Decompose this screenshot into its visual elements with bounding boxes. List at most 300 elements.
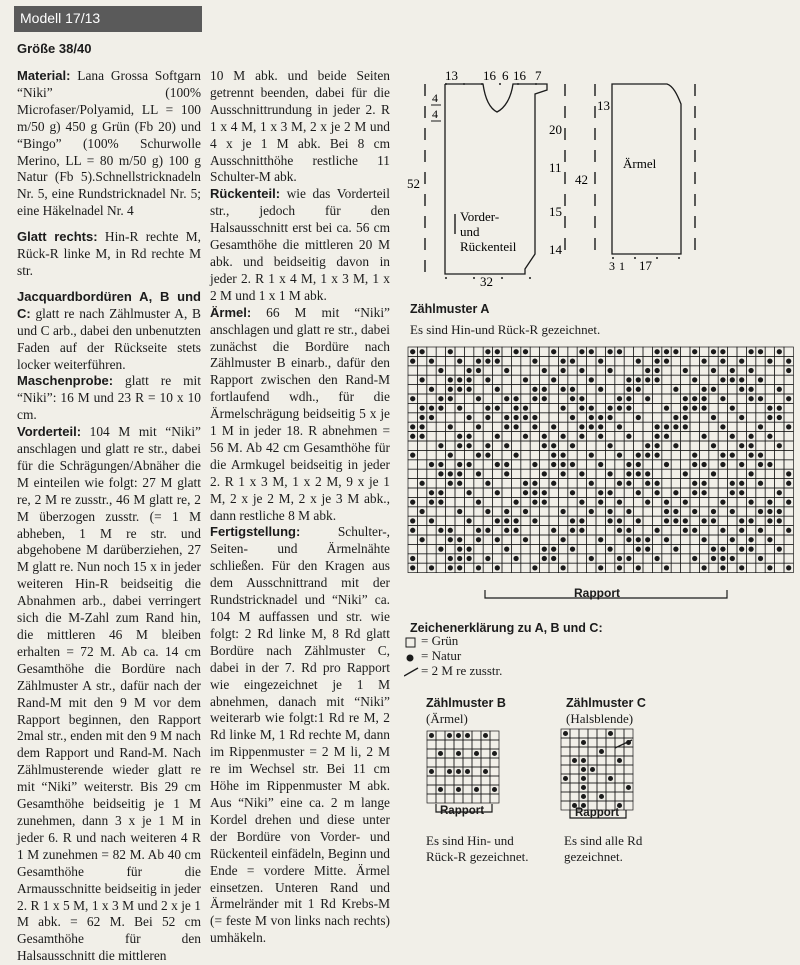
chart-dot [419, 481, 424, 486]
chart-cell [596, 441, 605, 450]
pattern-b-rapport: Rapport [440, 805, 485, 817]
chart-dot [598, 415, 603, 420]
chart-dot [673, 387, 678, 392]
chart-cell [588, 792, 597, 801]
chart-dot [570, 358, 575, 363]
chart-dot [767, 415, 772, 420]
chart-cell [521, 366, 530, 375]
body-label-3: Rückenteil [460, 239, 517, 254]
chart-cell [605, 450, 614, 459]
chart-cell [662, 450, 671, 459]
chart-dot [438, 368, 443, 373]
chart-dot [513, 405, 518, 410]
chart-cell [436, 563, 445, 572]
chart-cell [588, 729, 597, 738]
chart-dot [673, 518, 678, 523]
chart-dot [626, 387, 631, 392]
chart-cell [624, 774, 633, 783]
chart-cell [765, 441, 774, 450]
chart-cell [605, 385, 614, 394]
chart-dot [711, 556, 716, 561]
chart-cell [634, 422, 643, 431]
chart-dot [457, 565, 462, 570]
chart-dot [730, 537, 735, 542]
chart-dot [438, 462, 443, 467]
rueckenteil-paragraph [210, 186, 390, 304]
chart-cell [568, 366, 577, 375]
chart-dot [598, 462, 603, 467]
chart-dot [777, 509, 782, 514]
chart-cell [502, 488, 511, 497]
chart-dot [551, 452, 556, 457]
chart-cell [502, 403, 511, 412]
chart-dot [429, 565, 434, 570]
chart-dot [683, 424, 688, 429]
chart-dot [448, 565, 453, 570]
chart-cell [464, 563, 473, 572]
chart-cell [455, 526, 464, 535]
chart-cell [502, 356, 511, 365]
chart-dot [563, 731, 568, 736]
chart-cell [596, 450, 605, 459]
chart-cell [502, 535, 511, 544]
chart-cell [662, 479, 671, 488]
chart-cell [549, 516, 558, 525]
chart-cell [634, 526, 643, 535]
chart-dot [485, 528, 490, 533]
chart-dot [448, 349, 453, 354]
chart-dot [645, 443, 650, 448]
chart-cell [436, 535, 445, 544]
chart-cell [643, 413, 652, 422]
chart-dot [579, 424, 584, 429]
chart-dot [438, 751, 443, 756]
chart-dot [476, 565, 481, 570]
chart-cell [436, 507, 445, 516]
chart-cell [521, 385, 530, 394]
chart-cell [577, 356, 586, 365]
chart-cell [502, 347, 511, 356]
chart-cell [521, 356, 530, 365]
chart-cell [570, 783, 579, 792]
chart-cell [671, 375, 680, 384]
chart-cell [671, 563, 680, 572]
chart-cell [634, 554, 643, 563]
chart-dot [485, 405, 490, 410]
chart-cell [624, 801, 633, 810]
chart-dot [673, 415, 678, 420]
chart-cell [587, 544, 596, 553]
pattern-b-subtitle: (Ärmel) [426, 711, 468, 726]
chart-dot [692, 396, 697, 401]
chart-dot [579, 396, 584, 401]
chart-dot [739, 462, 744, 467]
chart-dot [448, 396, 453, 401]
chart-cell [737, 497, 746, 506]
chart-cell [464, 422, 473, 431]
chart-dot [495, 518, 500, 523]
chart-dot [683, 405, 688, 410]
chart-cell [549, 432, 558, 441]
chart-dot [504, 368, 509, 373]
chart-cell [681, 441, 690, 450]
pattern-b-note: Es sind Hin- und Rück-R gezeichnet. [426, 833, 529, 864]
chart-cell [662, 375, 671, 384]
chart-dot [636, 537, 641, 542]
chart-cell [709, 422, 718, 431]
chart-cell [427, 375, 436, 384]
chart-cell [652, 507, 661, 516]
chart-cell [445, 794, 454, 803]
chart-cell [652, 394, 661, 403]
chart-dot [617, 518, 622, 523]
chart-cell [549, 366, 558, 375]
chart-dot [692, 349, 697, 354]
chart-cell [521, 526, 530, 535]
chart-cell [756, 441, 765, 450]
chart-dot [504, 462, 509, 467]
chart-cell [606, 783, 615, 792]
chart-dot [532, 396, 537, 401]
chart-cell [615, 413, 624, 422]
chart-dot [673, 490, 678, 495]
chart-dot [513, 452, 518, 457]
chart-cell [605, 432, 614, 441]
chart-dot [636, 490, 641, 495]
chart-cell [463, 740, 472, 749]
chart-cell [671, 479, 680, 488]
chart-cell [775, 469, 784, 478]
chart-cell [624, 422, 633, 431]
chart-dot [579, 528, 584, 533]
chart-dot [560, 462, 565, 467]
chart-cell [417, 385, 426, 394]
chart-cell [728, 544, 737, 553]
chart-cell [775, 450, 784, 459]
chart-cell [558, 413, 567, 422]
chart-dot [438, 787, 443, 792]
chart-dot [504, 396, 509, 401]
chart-dot [410, 424, 415, 429]
chart-dot [654, 490, 659, 495]
glatt-paragraph [17, 229, 201, 280]
chart-cell [671, 469, 680, 478]
chart-cell [570, 774, 579, 783]
chart-cell [671, 535, 680, 544]
chart-cell [775, 497, 784, 506]
chart-cell [624, 413, 633, 422]
chart-cell [521, 460, 530, 469]
chart-cell [577, 479, 586, 488]
chart-cell [765, 544, 774, 553]
chart-cell [596, 366, 605, 375]
chart-dot [599, 749, 604, 754]
chart-dot [598, 387, 603, 392]
chart-dot [410, 452, 415, 457]
chart-dot [664, 499, 669, 504]
chart-dot [579, 499, 584, 504]
chart-cell [427, 758, 436, 767]
vorderteil-text: 104 M mit “Niki” anschlagen und glatt re str., dabei für die Schrägungen/Abnäher die M einteilen wie folgt: 27 M glatt re, 2 M re zusstr., 46 M glatt re, 2 M überzogen zusstr. (= 1 M abheben, 1 M re str. und abgehobene M darüberziehen, 27 M glatt re. Nun noch 15 x in jeder weiteren Hin-R beidseitig die Abnahmen arb., dabei verringert sich die M-Zahl zum Rand hin, die mittleren 46 M bleiben erhalten = 72 M. Ab ca. 14 cm Gesamthöhe die Bordüre nach Zählmuster A str., dafür nach der Rand-M mit den 9 M vor dem Rapport beginnen, den Rapport 2mal str., enden mit den 9 M nach dem Rapport und Rand-M. Nach Zählmusterende wieder glatt re mit “Niki” weiterstr. Bis 29 cm Gesamthöhe beidseitig je 1 M zunehmen, dann 3 x je 1 M in jeder 6. R und nach weiteren 4 R 1 M zunehmen = 82 M. Ab 40 cm Gesamthöhe für die Armausschnitte beidseitig in jeder 2. R 1 x 5 M, 1 x 3 M und 2 x je 1 M abk. = 62 M. Bei 52 cm Gesamthöhe für den Halsausschnitt die mittleren [17, 424, 201, 964]
chart-dot [758, 528, 763, 533]
chart-cell [464, 507, 473, 516]
chart-cell [728, 516, 737, 525]
chart-dot [645, 537, 650, 542]
dim-4b: 4 [432, 107, 438, 121]
chart-dot [673, 509, 678, 514]
chart-cell [568, 469, 577, 478]
chart-cell [775, 375, 784, 384]
chart-dot [410, 565, 415, 570]
chart-cell [417, 544, 426, 553]
chart-cell [643, 526, 652, 535]
chart-dot [720, 396, 725, 401]
chart-cell [493, 526, 502, 535]
material-paragraph [17, 68, 201, 220]
chart-cell [490, 767, 499, 776]
chart-cell [427, 749, 436, 758]
chart-cell [643, 563, 652, 572]
chart-dot [551, 481, 556, 486]
chart-cell [577, 507, 586, 516]
chart-dot [429, 462, 434, 467]
chart-dot [777, 349, 782, 354]
chart-cell [549, 469, 558, 478]
chart-dot [476, 424, 481, 429]
chart-dot [579, 434, 584, 439]
chart-cell [558, 526, 567, 535]
chart-cell [446, 432, 455, 441]
chart-dot [645, 368, 650, 373]
chart-dot [485, 452, 490, 457]
chart-cell [596, 516, 605, 525]
chart-dot [730, 405, 735, 410]
chart-cell [463, 794, 472, 803]
chart-cell [587, 432, 596, 441]
chart-dot [598, 424, 603, 429]
chart-dot [683, 471, 688, 476]
chart-cell [408, 479, 417, 488]
chart-cell [493, 413, 502, 422]
chart-dot [542, 396, 547, 401]
chart-cell [652, 544, 661, 553]
chart-dot [551, 443, 556, 448]
chart-cell [483, 535, 492, 544]
chart-cell [699, 544, 708, 553]
chart-cell [540, 375, 549, 384]
chart-cell [588, 738, 597, 747]
chart-dot [777, 405, 782, 410]
chart-dot [786, 424, 791, 429]
chart-cell [464, 450, 473, 459]
chart-dot [701, 518, 706, 523]
chart-cell [662, 488, 671, 497]
fertigstellung-text: Schulter-, Seiten- und Ärmelnähte schließen. Für den Kragen aus dem Ausschnittrand mit der Rundstricknadel und “Niki” ca. 104 M auffassen und str. wie folgt: 2 Rd linke M, 8 Rd glatt Bordüre nach Zählmuster C, dabei in der 7. Rd pro Rapport wie eingezeichnet je 1 M abnehmen, danach mit “Niki” weiterarb wie folgt:1 Rd re M, 2 Rd linke M, 1 Rd rechte M, dann im Rippenmuster = 2 M li, 2 M re im Wechsel str. Bei 11 cm Höhe im Rippenmuster M abk. Aus “Niki” eine ca. 2 m lange Kordel drehen und diese unter der Bordüre von Vorder- und Rückenteil einfädeln, Beginn und Ende = vordere Mitte. Ärmel einsetzen. Unteren Rand und Ärmelränder mit 1 Rd Krebs-M (= feste M von links nach rechts) umhäkeln. [210, 524, 390, 946]
chart-cell [427, 366, 436, 375]
chart-cell [690, 356, 699, 365]
chart-dot [711, 368, 716, 373]
chart-dot [581, 767, 586, 772]
chart-cell [502, 479, 511, 488]
pattern-c-rapport: Rapport [575, 807, 620, 819]
vorderteil-paragraph [17, 424, 201, 965]
chart-dot [589, 556, 594, 561]
chart-cell [652, 460, 661, 469]
chart-cell [737, 535, 746, 544]
dim-32: 32 [480, 274, 493, 289]
chart-dot [551, 462, 556, 467]
chart-cell [446, 366, 455, 375]
chart-dot [636, 518, 641, 523]
chart-cell [746, 479, 755, 488]
chart-dot [466, 434, 471, 439]
chart-dot [626, 785, 631, 790]
chart-cell [624, 765, 633, 774]
chart-dot [532, 387, 537, 392]
chart-dot [570, 387, 575, 392]
chart-dot [466, 443, 471, 448]
chart-cell [490, 776, 499, 785]
chart-cell [417, 469, 426, 478]
chart-cell [493, 441, 502, 450]
chart-cell [634, 441, 643, 450]
chart-dot [626, 537, 631, 542]
chart-dot [589, 452, 594, 457]
chart-dot [645, 546, 650, 551]
chart-cell [577, 441, 586, 450]
chart-cell [634, 366, 643, 375]
chart-dot [523, 490, 528, 495]
chart-dot [466, 415, 471, 420]
chart-cell [455, 422, 464, 431]
chart-dot [607, 518, 612, 523]
chart-dot [532, 518, 537, 523]
fertigstellung-paragraph [210, 524, 390, 947]
chart-dot [786, 471, 791, 476]
chart-dot [701, 396, 706, 401]
legend-item-natur: = Natur [421, 648, 462, 663]
chart-cell [709, 432, 718, 441]
chart-cell [737, 394, 746, 403]
chart-dot [654, 424, 659, 429]
chart-dot [513, 518, 518, 523]
chart-cell [681, 432, 690, 441]
chart-cell [624, 450, 633, 459]
chart-cell [472, 740, 481, 749]
chart-cell [427, 394, 436, 403]
chart-dot [589, 424, 594, 429]
chart-cell [530, 507, 539, 516]
chart-cell [493, 554, 502, 563]
chart-cell [540, 450, 549, 459]
chart-dot [429, 387, 434, 392]
chart-dot [720, 377, 725, 382]
chart-dot [476, 537, 481, 542]
chart-cell [474, 432, 483, 441]
chart-cell [652, 516, 661, 525]
chart-dot [739, 528, 744, 533]
pattern-a-rapport: Rapport [574, 586, 620, 600]
chart-cell [784, 403, 793, 412]
chart-dot [701, 462, 706, 467]
chart-cell [436, 422, 445, 431]
chart-dot [617, 565, 622, 570]
chart-dot [551, 528, 556, 533]
chart-cell [446, 441, 455, 450]
chart-dot [504, 528, 509, 533]
chart-cell [436, 479, 445, 488]
chart-dot [786, 368, 791, 373]
chart-cell [427, 479, 436, 488]
chart-cell [568, 422, 577, 431]
chart-dot [617, 528, 622, 533]
chart-dot [748, 396, 753, 401]
chart-cell [709, 375, 718, 384]
chart-cell [718, 366, 727, 375]
chart-dot [560, 368, 565, 373]
chart-cell [681, 385, 690, 394]
chart-dot [410, 396, 415, 401]
chart-cell [502, 450, 511, 459]
chart-cell [775, 526, 784, 535]
chart-cell [530, 469, 539, 478]
chart-dot [429, 518, 434, 523]
chart-cell [540, 356, 549, 365]
chart-cell [652, 469, 661, 478]
chart-cell [746, 554, 755, 563]
chart-cell [474, 479, 483, 488]
chart-cell [624, 347, 633, 356]
chart-cell [549, 563, 558, 572]
chart-cell [728, 394, 737, 403]
chart-dot [739, 518, 744, 523]
legend-item-green: = Grün [421, 633, 459, 648]
chart-dot [617, 556, 622, 561]
chart-cell [483, 460, 492, 469]
chart-dot [438, 443, 443, 448]
chart-cell [728, 441, 737, 450]
chart-cell [558, 488, 567, 497]
chart-dot [483, 769, 488, 774]
chart-cell [728, 347, 737, 356]
dim-sleeve-17: 17 [639, 258, 652, 273]
chart-cell [765, 450, 774, 459]
chart-cell [436, 776, 445, 785]
aermel-paragraph [210, 305, 390, 525]
chart-cell [718, 469, 727, 478]
chart-dot [654, 443, 659, 448]
chart-dot [483, 733, 488, 738]
chart-cell [756, 385, 765, 394]
chart-dot [617, 481, 622, 486]
chart-cell [568, 450, 577, 459]
material-text: Lana Grossa Softgarn “Niki” (100% Microfaser/Polyamid, LL = 100 m/50 g) 450 g Grün (Fb 20) und “Bingo” (100% Schurwolle Merino, LL = 80 m/50 g) 100 g Natur (Fb 5).Schnellstricknadeln Nr. 5, eine Rundstricknadel Nr. 5; eine Häkelnadel Nr. 4 [17, 68, 201, 219]
chart-cell [530, 450, 539, 459]
chart-dot [767, 462, 772, 467]
chart-dot [438, 528, 443, 533]
material-label: Material: [17, 68, 71, 83]
chart-dot [448, 556, 453, 561]
chart-cell [561, 747, 570, 756]
chart-cell [699, 507, 708, 516]
chart-cell [483, 497, 492, 506]
chart-dot [513, 396, 518, 401]
chart-cell [643, 507, 652, 516]
chart-cell [652, 385, 661, 394]
body-label-2: und [460, 224, 480, 239]
chart-dot [419, 377, 424, 382]
chart-cell [408, 507, 417, 516]
